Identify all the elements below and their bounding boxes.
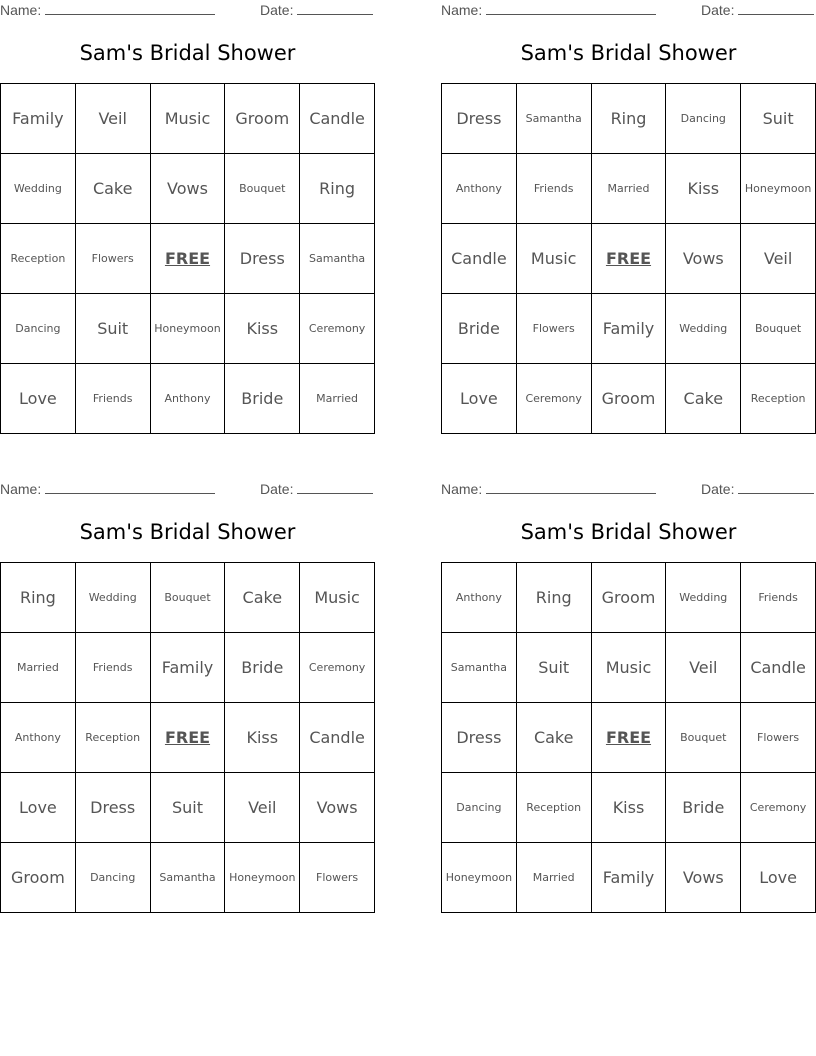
bingo-cell: Vows	[300, 773, 375, 843]
bingo-cell: Love	[1, 773, 76, 843]
bingo-cell: Candle	[300, 703, 375, 773]
date-field	[260, 2, 373, 18]
bingo-cell: Candle	[741, 633, 816, 703]
bingo-cell: Family	[151, 633, 226, 703]
bingo-cell: Kiss	[225, 294, 300, 364]
card-title: Sam's Bridal Shower	[79, 520, 296, 544]
free-space-cell: FREE	[592, 703, 667, 773]
bingo-cell: Honeymoon	[225, 843, 300, 913]
card-header	[0, 481, 375, 499]
date-field	[701, 481, 814, 497]
bingo-cell: Cake	[225, 563, 300, 633]
bingo-cell: Married	[1, 633, 76, 703]
bingo-cell: Ring	[517, 563, 592, 633]
date-line	[297, 481, 373, 494]
bingo-cell: Dancing	[1, 294, 76, 364]
bingo-cell: Bouquet	[666, 703, 741, 773]
card-header	[0, 2, 375, 20]
bingo-cell: Samantha	[300, 224, 375, 294]
bingo-cell: Anthony	[151, 364, 226, 434]
bingo-cell: Veil	[225, 773, 300, 843]
bingo-card-1	[0, 0, 375, 434]
card-title: Sam's Bridal Shower	[79, 41, 296, 65]
name-line	[486, 481, 656, 494]
bingo-cell: Family	[592, 843, 667, 913]
bingo-cell: Ring	[1, 563, 76, 633]
bingo-cell: Candle	[442, 224, 517, 294]
date-label: Date:	[701, 2, 735, 18]
bingo-cell: Dress	[225, 224, 300, 294]
bingo-cell: Honeymoon	[442, 843, 517, 913]
free-space-cell: FREE	[151, 703, 226, 773]
bingo-cell: Wedding	[1, 154, 76, 224]
name-field	[441, 2, 656, 18]
bingo-cell: Flowers	[300, 843, 375, 913]
bingo-cell: Honeymoon	[741, 154, 816, 224]
bingo-cell: Bride	[225, 633, 300, 703]
name-field	[0, 2, 215, 18]
bingo-cell: Flowers	[76, 224, 151, 294]
card-title: Sam's Bridal Shower	[520, 520, 737, 544]
bingo-cell: Love	[442, 364, 517, 434]
name-label: Name:	[0, 481, 42, 497]
bingo-cell: Cake	[76, 154, 151, 224]
name-label: Name:	[0, 2, 42, 18]
name-line	[45, 2, 215, 15]
bingo-cell: Groom	[592, 563, 667, 633]
bingo-cell: Veil	[666, 633, 741, 703]
bingo-cell: Dress	[442, 703, 517, 773]
bingo-cell: Family	[592, 294, 667, 364]
bingo-cell: Bride	[666, 773, 741, 843]
bingo-cell: Wedding	[666, 563, 741, 633]
name-label: Name:	[441, 481, 483, 497]
bingo-cell: Bouquet	[151, 563, 226, 633]
name-label: Name:	[441, 2, 483, 18]
bingo-grid	[441, 83, 816, 434]
bingo-cell: Groom	[592, 364, 667, 434]
bingo-cell: Samantha	[517, 84, 592, 154]
bingo-cell: Veil	[76, 84, 151, 154]
bingo-cell: Music	[300, 563, 375, 633]
name-line	[45, 481, 215, 494]
bingo-cell: Suit	[76, 294, 151, 364]
bingo-cell: Reception	[1, 224, 76, 294]
date-label: Date:	[701, 481, 735, 497]
bingo-cell: Friends	[517, 154, 592, 224]
bingo-cell: Ring	[300, 154, 375, 224]
bingo-grid	[0, 83, 375, 434]
card-header	[441, 2, 816, 20]
bingo-cell: Reception	[741, 364, 816, 434]
bingo-cell: Dress	[442, 84, 517, 154]
bingo-cell: Married	[300, 364, 375, 434]
bingo-cell: Music	[592, 633, 667, 703]
bingo-cell: Music	[517, 224, 592, 294]
bingo-cell: Love	[1, 364, 76, 434]
name-field	[441, 481, 656, 497]
bingo-cell: Ring	[592, 84, 667, 154]
bingo-cell: Dancing	[666, 84, 741, 154]
free-space-cell: FREE	[151, 224, 226, 294]
bingo-cell: Bride	[225, 364, 300, 434]
bingo-cell: Samantha	[442, 633, 517, 703]
bingo-grid	[441, 562, 816, 913]
bingo-cell: Music	[151, 84, 226, 154]
bingo-cell: Groom	[225, 84, 300, 154]
bingo-cell: Anthony	[442, 154, 517, 224]
bingo-cell: Friends	[76, 364, 151, 434]
bingo-card-4	[441, 479, 816, 913]
bingo-cell: Honeymoon	[151, 294, 226, 364]
date-label: Date:	[260, 481, 294, 497]
bingo-cell: Family	[1, 84, 76, 154]
bingo-cell: Kiss	[592, 773, 667, 843]
bingo-cell: Kiss	[225, 703, 300, 773]
bingo-card-2	[441, 0, 816, 434]
bingo-cell: Love	[741, 843, 816, 913]
bingo-grid	[0, 562, 375, 913]
bingo-cell: Flowers	[741, 703, 816, 773]
free-space-cell: FREE	[592, 224, 667, 294]
card-title: Sam's Bridal Shower	[520, 41, 737, 65]
bingo-cell: Cake	[517, 703, 592, 773]
bingo-cell: Bouquet	[741, 294, 816, 364]
date-line	[297, 2, 373, 15]
bingo-cell: Ceremony	[517, 364, 592, 434]
card-header	[441, 481, 816, 499]
bingo-cell: Ceremony	[300, 294, 375, 364]
bingo-cell: Wedding	[76, 563, 151, 633]
bingo-cell: Bouquet	[225, 154, 300, 224]
bingo-cell: Vows	[666, 843, 741, 913]
date-label: Date:	[260, 2, 294, 18]
bingo-cell: Veil	[741, 224, 816, 294]
bingo-cell: Anthony	[1, 703, 76, 773]
date-line	[738, 2, 814, 15]
bingo-cell: Kiss	[666, 154, 741, 224]
bingo-cell: Friends	[76, 633, 151, 703]
bingo-cell: Reception	[76, 703, 151, 773]
bingo-cell: Reception	[517, 773, 592, 843]
bingo-cell: Vows	[666, 224, 741, 294]
date-line	[738, 481, 814, 494]
bingo-cell: Friends	[741, 563, 816, 633]
bingo-cell: Married	[592, 154, 667, 224]
date-field	[260, 481, 373, 497]
bingo-cell: Groom	[1, 843, 76, 913]
bingo-cell: Dancing	[442, 773, 517, 843]
bingo-cell: Anthony	[442, 563, 517, 633]
bingo-cell: Married	[517, 843, 592, 913]
bingo-cell: Flowers	[517, 294, 592, 364]
bingo-cell: Dress	[76, 773, 151, 843]
name-line	[486, 2, 656, 15]
bingo-cell: Dancing	[76, 843, 151, 913]
bingo-cell: Vows	[151, 154, 226, 224]
bingo-cell: Ceremony	[741, 773, 816, 843]
bingo-cell: Cake	[666, 364, 741, 434]
bingo-cell: Candle	[300, 84, 375, 154]
bingo-cell: Samantha	[151, 843, 226, 913]
date-field	[701, 2, 814, 18]
bingo-cell: Suit	[741, 84, 816, 154]
bingo-card-3	[0, 479, 375, 913]
bingo-cell: Wedding	[666, 294, 741, 364]
bingo-cell: Ceremony	[300, 633, 375, 703]
bingo-cell: Bride	[442, 294, 517, 364]
bingo-cell: Suit	[517, 633, 592, 703]
name-field	[0, 481, 215, 497]
bingo-cell: Suit	[151, 773, 226, 843]
